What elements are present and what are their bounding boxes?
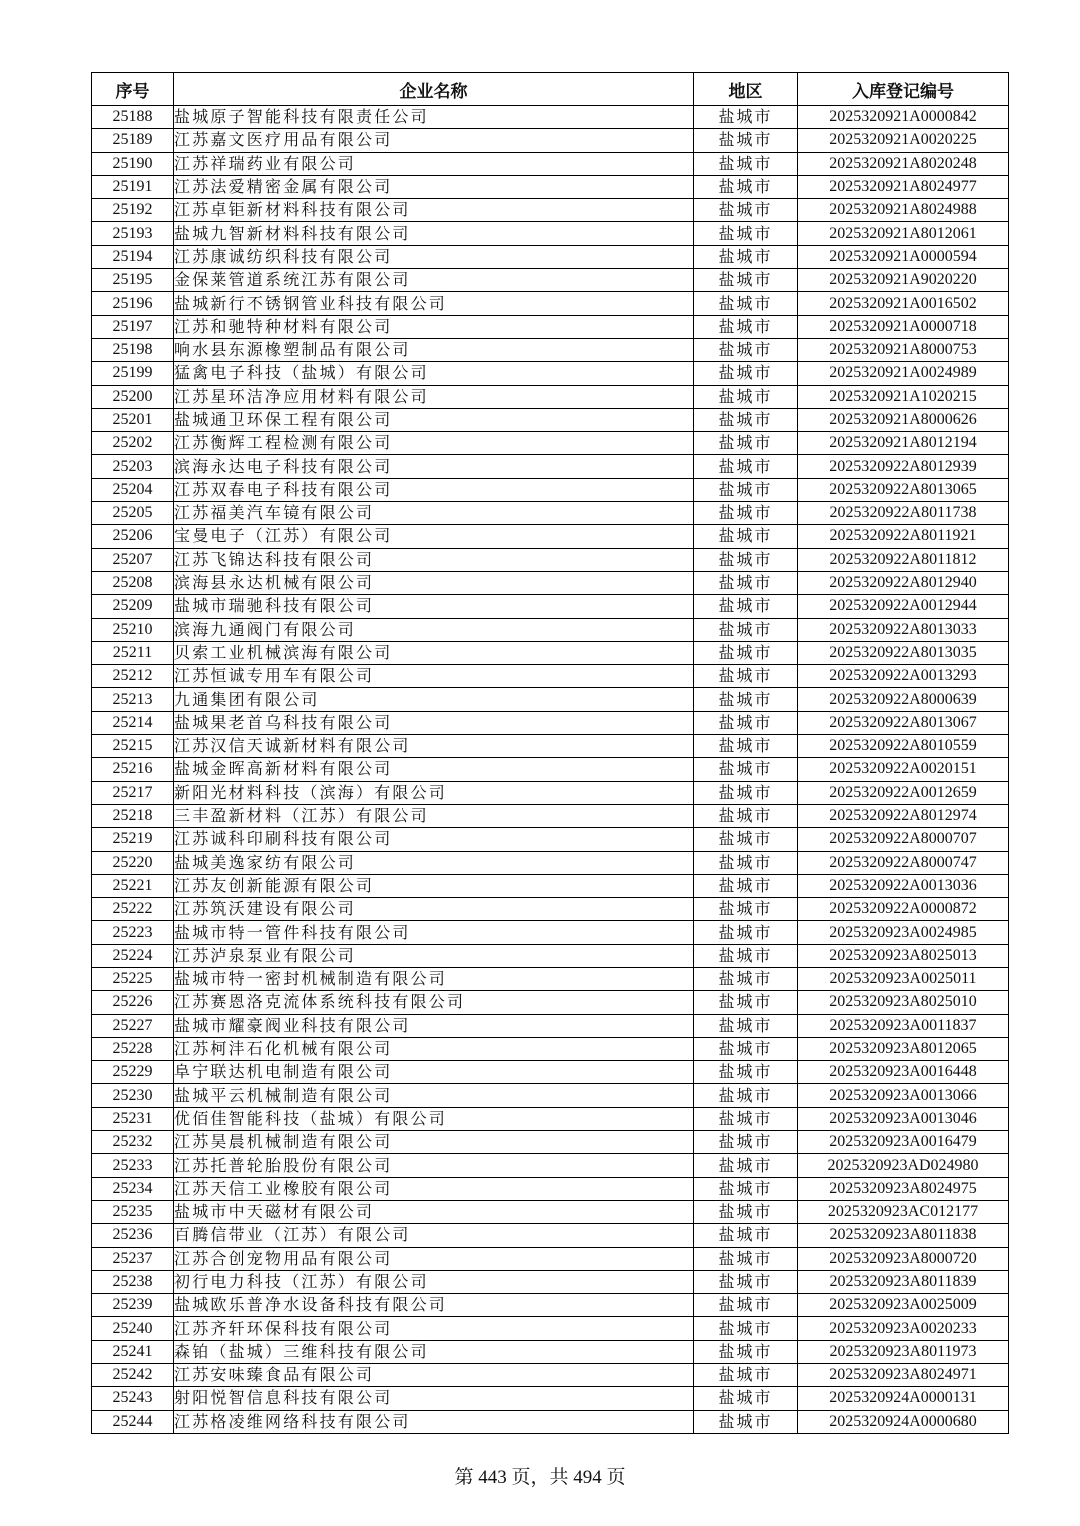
- row-company-name: 滨海县永达机械有限公司: [174, 571, 694, 594]
- row-registration-code: 2025320923A0025009: [798, 1294, 1009, 1317]
- table-row: [92, 1014, 1009, 1037]
- row-registration-code: 2025320921A9020220: [798, 269, 1009, 292]
- row-registration-code: 2025320922A8013035: [798, 641, 1009, 664]
- row-registration-code: 2025320922A8010559: [798, 735, 1009, 758]
- row-index: 25227: [92, 1014, 174, 1037]
- row-registration-code: 2025320922A8012939: [798, 455, 1009, 478]
- row-company-name: 江苏康诚纺织科技有限公司: [174, 245, 694, 268]
- row-company-name: 新阳光材料科技（滨海）有限公司: [174, 781, 694, 804]
- row-index: 25233: [92, 1154, 174, 1177]
- row-index: 25237: [92, 1247, 174, 1270]
- row-region: 盐城市: [694, 455, 798, 478]
- row-company-name: 响水县东源橡塑制品有限公司: [174, 338, 694, 361]
- table-row: [92, 1364, 1009, 1387]
- table-row: [92, 1154, 1009, 1177]
- row-region: 盐城市: [694, 338, 798, 361]
- row-region: 盐城市: [694, 106, 798, 129]
- row-index: 25235: [92, 1200, 174, 1223]
- row-index: 25239: [92, 1294, 174, 1317]
- table-row: [92, 851, 1009, 874]
- row-region: 盐城市: [694, 758, 798, 781]
- row-registration-code: 2025320923A8011839: [798, 1270, 1009, 1293]
- row-region: 盐城市: [694, 152, 798, 175]
- row-registration-code: 2025320921A0000594: [798, 245, 1009, 268]
- row-index: 25194: [92, 245, 174, 268]
- row-region: 盐城市: [694, 1387, 798, 1410]
- table-row: [92, 1270, 1009, 1293]
- table-row: [92, 571, 1009, 594]
- row-region: 盐城市: [694, 1200, 798, 1223]
- row-index: 25206: [92, 525, 174, 548]
- table-row: [92, 525, 1009, 548]
- row-company-name: 江苏法爱精密金属有限公司: [174, 175, 694, 198]
- row-index: 25232: [92, 1131, 174, 1154]
- row-region: 盐城市: [694, 432, 798, 455]
- row-registration-code: 2025320923A8000720: [798, 1247, 1009, 1270]
- row-registration-code: 2025320921A0000842: [798, 106, 1009, 129]
- row-index: 25200: [92, 385, 174, 408]
- row-company-name: 江苏福美汽车镜有限公司: [174, 502, 694, 525]
- row-registration-code: 2025320923A0016448: [798, 1061, 1009, 1084]
- row-index: 25198: [92, 338, 174, 361]
- table-row: [92, 898, 1009, 921]
- row-registration-code: 2025320923A8024975: [798, 1177, 1009, 1200]
- row-index: 25234: [92, 1177, 174, 1200]
- row-index: 25197: [92, 315, 174, 338]
- row-index: 25207: [92, 548, 174, 571]
- table-row: [92, 641, 1009, 664]
- table-row: [92, 618, 1009, 641]
- row-registration-code: 2025320921A8012194: [798, 432, 1009, 455]
- row-company-name: 盐城通卫环保工程有限公司: [174, 408, 694, 431]
- table-row: [92, 548, 1009, 571]
- row-company-name: 江苏星环洁净应用材料有限公司: [174, 385, 694, 408]
- row-index: 25236: [92, 1224, 174, 1247]
- row-index: 25238: [92, 1270, 174, 1293]
- table-row: [92, 921, 1009, 944]
- table-row: [92, 245, 1009, 268]
- table-row: [92, 408, 1009, 431]
- row-region: 盐城市: [694, 618, 798, 641]
- row-region: 盐城市: [694, 1294, 798, 1317]
- row-index: 25196: [92, 292, 174, 315]
- row-registration-code: 2025320922A8011812: [798, 548, 1009, 571]
- row-company-name: 江苏格凌维网络科技有限公司: [174, 1410, 694, 1433]
- row-company-name: 金保莱管道系统江苏有限公司: [174, 269, 694, 292]
- row-registration-code: 2025320922A0020151: [798, 758, 1009, 781]
- row-company-name: 江苏合创宠物用品有限公司: [174, 1247, 694, 1270]
- row-registration-code: 2025320923AD024980: [798, 1154, 1009, 1177]
- header-index: 序号: [92, 73, 174, 106]
- row-region: 盐城市: [694, 269, 798, 292]
- row-company-name: 盐城市瑞驰科技有限公司: [174, 595, 694, 618]
- header-registration-code: 入库登记编号: [798, 73, 1009, 106]
- row-index: 25214: [92, 711, 174, 734]
- row-index: 25205: [92, 502, 174, 525]
- row-company-name: 盐城市耀豪阀业科技有限公司: [174, 1014, 694, 1037]
- row-index: 25217: [92, 781, 174, 804]
- row-region: 盐城市: [694, 408, 798, 431]
- row-region: 盐城市: [694, 898, 798, 921]
- row-registration-code: 2025320923A0013066: [798, 1084, 1009, 1107]
- row-index: 25209: [92, 595, 174, 618]
- row-region: 盐城市: [694, 944, 798, 967]
- row-registration-code: 2025320923A0013046: [798, 1107, 1009, 1130]
- row-company-name: 江苏嘉文医疗用品有限公司: [174, 129, 694, 152]
- row-index: 25224: [92, 944, 174, 967]
- row-region: 盐城市: [694, 1247, 798, 1270]
- row-index: 25242: [92, 1364, 174, 1387]
- row-index: 25223: [92, 921, 174, 944]
- row-region: 盐城市: [694, 1107, 798, 1130]
- row-registration-code: 2025320921A8020248: [798, 152, 1009, 175]
- table-row: [92, 106, 1009, 129]
- row-registration-code: 2025320922A8013065: [798, 478, 1009, 501]
- row-registration-code: 2025320921A8024988: [798, 199, 1009, 222]
- row-index: 25199: [92, 362, 174, 385]
- row-registration-code: 2025320923A0011837: [798, 1014, 1009, 1037]
- row-registration-code: 2025320921A8000753: [798, 338, 1009, 361]
- row-company-name: 初行电力科技（江苏）有限公司: [174, 1270, 694, 1293]
- table-row: [92, 292, 1009, 315]
- row-company-name: 盐城美逸家纺有限公司: [174, 851, 694, 874]
- row-index: 25219: [92, 828, 174, 851]
- row-company-name: 阜宁联达机电制造有限公司: [174, 1061, 694, 1084]
- row-company-name: 江苏筑沃建设有限公司: [174, 898, 694, 921]
- row-registration-code: 2025320921A8000626: [798, 408, 1009, 431]
- row-registration-code: 2025320922A8000747: [798, 851, 1009, 874]
- table-row: [92, 1410, 1009, 1433]
- table-row: [92, 711, 1009, 734]
- row-index: 25243: [92, 1387, 174, 1410]
- row-region: 盐城市: [694, 828, 798, 851]
- header-region: 地区: [694, 73, 798, 106]
- table-row: [92, 432, 1009, 455]
- row-company-name: 优佰佳智能科技（盐城）有限公司: [174, 1107, 694, 1130]
- row-index: 25215: [92, 735, 174, 758]
- row-region: 盐城市: [694, 1014, 798, 1037]
- table-row: [92, 595, 1009, 618]
- table-row: [92, 1387, 1009, 1410]
- row-registration-code: 2025320923A8011838: [798, 1224, 1009, 1247]
- table-row: [92, 455, 1009, 478]
- row-index: 25201: [92, 408, 174, 431]
- row-company-name: 江苏飞锦达科技有限公司: [174, 548, 694, 571]
- row-region: 盐城市: [694, 1084, 798, 1107]
- row-registration-code: 2025320922A0012944: [798, 595, 1009, 618]
- row-index: 25212: [92, 665, 174, 688]
- row-index: 25195: [92, 269, 174, 292]
- row-company-name: 江苏昊晨机械制造有限公司: [174, 1131, 694, 1154]
- row-index: 25231: [92, 1107, 174, 1130]
- row-region: 盐城市: [694, 735, 798, 758]
- row-registration-code: 2025320921A0020225: [798, 129, 1009, 152]
- row-company-name: 盐城果老首乌科技有限公司: [174, 711, 694, 734]
- row-company-name: 江苏诚科印刷科技有限公司: [174, 828, 694, 851]
- row-index: 25220: [92, 851, 174, 874]
- row-index: 25228: [92, 1037, 174, 1060]
- row-index: 25211: [92, 641, 174, 664]
- table-row: [92, 1294, 1009, 1317]
- row-index: 25210: [92, 618, 174, 641]
- row-company-name: 森铂（盐城）三维科技有限公司: [174, 1340, 694, 1363]
- row-index: 25240: [92, 1317, 174, 1340]
- table-row: [92, 1317, 1009, 1340]
- row-region: 盐城市: [694, 711, 798, 734]
- row-region: 盐城市: [694, 385, 798, 408]
- row-company-name: 江苏汉信天诚新材料有限公司: [174, 735, 694, 758]
- row-registration-code: 2025320923A8012065: [798, 1037, 1009, 1060]
- table-row: [92, 175, 1009, 198]
- row-region: 盐城市: [694, 781, 798, 804]
- table-row: [92, 338, 1009, 361]
- table-row: [92, 1131, 1009, 1154]
- row-company-name: 江苏柯沣石化机械有限公司: [174, 1037, 694, 1060]
- row-region: 盐城市: [694, 199, 798, 222]
- row-region: 盐城市: [694, 129, 798, 152]
- row-region: 盐城市: [694, 1364, 798, 1387]
- row-company-name: 射阳悦智信息科技有限公司: [174, 1387, 694, 1410]
- row-registration-code: 2025320922A8011921: [798, 525, 1009, 548]
- row-company-name: 江苏天信工业橡胶有限公司: [174, 1177, 694, 1200]
- table-row: [92, 1084, 1009, 1107]
- table-row: [92, 735, 1009, 758]
- row-company-name: 江苏齐轩环保科技有限公司: [174, 1317, 694, 1340]
- row-index: 25244: [92, 1410, 174, 1433]
- row-company-name: 百腾信带业（江苏）有限公司: [174, 1224, 694, 1247]
- row-registration-code: 2025320921A0024989: [798, 362, 1009, 385]
- row-registration-code: 2025320922A8012940: [798, 571, 1009, 594]
- row-registration-code: 2025320922A8013033: [798, 618, 1009, 641]
- row-company-name: 盐城原子智能科技有限责任公司: [174, 106, 694, 129]
- row-region: 盐城市: [694, 1270, 798, 1293]
- row-registration-code: 2025320921A0016502: [798, 292, 1009, 315]
- table-row: [92, 478, 1009, 501]
- row-region: 盐城市: [694, 1131, 798, 1154]
- table-row: [92, 781, 1009, 804]
- row-registration-code: 2025320923A8011973: [798, 1340, 1009, 1363]
- row-region: 盐城市: [694, 595, 798, 618]
- row-registration-code: 2025320921A8012061: [798, 222, 1009, 245]
- table-row: [92, 362, 1009, 385]
- row-region: 盐城市: [694, 641, 798, 664]
- table-row: [92, 1340, 1009, 1363]
- page-number-footer: 第 443 页，共 494 页: [454, 1467, 626, 1488]
- row-region: 盐城市: [694, 292, 798, 315]
- row-registration-code: 2025320921A1020215: [798, 385, 1009, 408]
- table-row: [92, 1177, 1009, 1200]
- row-company-name: 江苏友创新能源有限公司: [174, 874, 694, 897]
- row-region: 盐城市: [694, 245, 798, 268]
- row-company-name: 江苏和驰特种材料有限公司: [174, 315, 694, 338]
- table-row: [92, 1247, 1009, 1270]
- row-index: 25192: [92, 199, 174, 222]
- row-index: 25230: [92, 1084, 174, 1107]
- table-body: [92, 106, 1009, 1434]
- table-row: [92, 222, 1009, 245]
- row-company-name: 盐城新行不锈钢管业科技有限公司: [174, 292, 694, 315]
- table-row: [92, 804, 1009, 827]
- row-company-name: 江苏衡辉工程检测有限公司: [174, 432, 694, 455]
- table-row: [92, 967, 1009, 990]
- table-row: [92, 269, 1009, 292]
- table-row: [92, 1061, 1009, 1084]
- row-company-name: 宝曼电子（江苏）有限公司: [174, 525, 694, 548]
- row-index: 25189: [92, 129, 174, 152]
- row-company-name: 盐城欧乐普净水设备科技有限公司: [174, 1294, 694, 1317]
- row-company-name: 江苏恒诚专用车有限公司: [174, 665, 694, 688]
- table-row: [92, 758, 1009, 781]
- row-index: 25225: [92, 967, 174, 990]
- row-region: 盐城市: [694, 1154, 798, 1177]
- header-company-name: 企业名称: [174, 73, 694, 106]
- row-region: 盐城市: [694, 851, 798, 874]
- row-region: 盐城市: [694, 874, 798, 897]
- table-row: [92, 315, 1009, 338]
- row-company-name: 三丰盈新材料（江苏）有限公司: [174, 804, 694, 827]
- row-region: 盐城市: [694, 1317, 798, 1340]
- row-index: 25226: [92, 991, 174, 1014]
- table-row: [92, 502, 1009, 525]
- row-registration-code: 2025320924A0000680: [798, 1410, 1009, 1433]
- row-registration-code: 2025320923A8025013: [798, 944, 1009, 967]
- row-registration-code: 2025320922A8000639: [798, 688, 1009, 711]
- row-region: 盐城市: [694, 804, 798, 827]
- row-registration-code: 2025320923A0020233: [798, 1317, 1009, 1340]
- table-row: [92, 828, 1009, 851]
- row-region: 盐城市: [694, 1177, 798, 1200]
- row-region: 盐城市: [694, 1224, 798, 1247]
- row-region: 盐城市: [694, 688, 798, 711]
- table-row: [92, 688, 1009, 711]
- row-index: 25204: [92, 478, 174, 501]
- row-region: 盐城市: [694, 991, 798, 1014]
- row-region: 盐城市: [694, 665, 798, 688]
- row-registration-code: 2025320922A8013067: [798, 711, 1009, 734]
- row-region: 盐城市: [694, 1037, 798, 1060]
- row-registration-code: 2025320921A0000718: [798, 315, 1009, 338]
- row-registration-code: 2025320922A0000872: [798, 898, 1009, 921]
- row-index: 25221: [92, 874, 174, 897]
- table-row: [92, 944, 1009, 967]
- table-row: [92, 152, 1009, 175]
- row-company-name: 江苏双春电子科技有限公司: [174, 478, 694, 501]
- row-company-name: 盐城九智新材料科技有限公司: [174, 222, 694, 245]
- row-index: 25202: [92, 432, 174, 455]
- row-index: 25216: [92, 758, 174, 781]
- row-index: 25188: [92, 106, 174, 129]
- row-company-name: 贝索工业机械滨海有限公司: [174, 641, 694, 664]
- row-region: 盐城市: [694, 478, 798, 501]
- row-registration-code: 2025320921A8024977: [798, 175, 1009, 198]
- row-registration-code: 2025320922A0012659: [798, 781, 1009, 804]
- row-registration-code: 2025320923A8024971: [798, 1364, 1009, 1387]
- row-index: 25190: [92, 152, 174, 175]
- table-row: [92, 129, 1009, 152]
- row-registration-code: 2025320924A0000131: [798, 1387, 1009, 1410]
- row-company-name: 江苏赛恩洛克流体系统科技有限公司: [174, 991, 694, 1014]
- table-row: [92, 1224, 1009, 1247]
- row-region: 盐城市: [694, 1410, 798, 1433]
- row-company-name: 盐城金晖高新材料有限公司: [174, 758, 694, 781]
- row-index: 25193: [92, 222, 174, 245]
- row-index: 25222: [92, 898, 174, 921]
- table-row: [92, 991, 1009, 1014]
- table-row: [92, 1200, 1009, 1223]
- table-row: [92, 665, 1009, 688]
- row-company-name: 江苏祥瑞药业有限公司: [174, 152, 694, 175]
- row-company-name: 盐城市特一密封机械制造有限公司: [174, 967, 694, 990]
- row-registration-code: 2025320923A0016479: [798, 1131, 1009, 1154]
- row-index: 25229: [92, 1061, 174, 1084]
- row-region: 盐城市: [694, 315, 798, 338]
- row-registration-code: 2025320922A0013036: [798, 874, 1009, 897]
- row-region: 盐城市: [694, 1061, 798, 1084]
- row-region: 盐城市: [694, 967, 798, 990]
- row-region: 盐城市: [694, 222, 798, 245]
- row-company-name: 江苏安味臻食品有限公司: [174, 1364, 694, 1387]
- row-index: 25218: [92, 804, 174, 827]
- row-region: 盐城市: [694, 548, 798, 571]
- row-registration-code: 2025320923A0024985: [798, 921, 1009, 944]
- row-company-name: 江苏托普轮胎股份有限公司: [174, 1154, 694, 1177]
- row-region: 盐城市: [694, 502, 798, 525]
- row-index: 25191: [92, 175, 174, 198]
- row-company-name: 盐城市中天磁材有限公司: [174, 1200, 694, 1223]
- row-registration-code: 2025320922A8000707: [798, 828, 1009, 851]
- table-header-row: [92, 73, 1009, 106]
- row-registration-code: 2025320923A8025010: [798, 991, 1009, 1014]
- row-region: 盐城市: [694, 525, 798, 548]
- row-registration-code: 2025320922A8012974: [798, 804, 1009, 827]
- row-company-name: 盐城市特一管件科技有限公司: [174, 921, 694, 944]
- row-company-name: 猛禽电子科技（盐城）有限公司: [174, 362, 694, 385]
- row-company-name: 滨海永达电子科技有限公司: [174, 455, 694, 478]
- row-company-name: 滨海九通阀门有限公司: [174, 618, 694, 641]
- table-row: [92, 199, 1009, 222]
- row-region: 盐城市: [694, 1340, 798, 1363]
- row-company-name: 九通集团有限公司: [174, 688, 694, 711]
- row-registration-code: 2025320922A0013293: [798, 665, 1009, 688]
- row-index: 25213: [92, 688, 174, 711]
- row-registration-code: 2025320922A8011738: [798, 502, 1009, 525]
- row-region: 盐城市: [694, 362, 798, 385]
- row-registration-code: 2025320923A0025011: [798, 967, 1009, 990]
- row-region: 盐城市: [694, 921, 798, 944]
- row-registration-code: 2025320923AC012177: [798, 1200, 1009, 1223]
- table-row: [92, 874, 1009, 897]
- row-region: 盐城市: [694, 571, 798, 594]
- table-row: [92, 1037, 1009, 1060]
- row-index: 25203: [92, 455, 174, 478]
- row-index: 25241: [92, 1340, 174, 1363]
- table-row: [92, 385, 1009, 408]
- row-company-name: 江苏卓钜新材料科技有限公司: [174, 199, 694, 222]
- row-region: 盐城市: [694, 175, 798, 198]
- table-row: [92, 1107, 1009, 1130]
- row-index: 25208: [92, 571, 174, 594]
- row-company-name: 盐城平云机械制造有限公司: [174, 1084, 694, 1107]
- row-company-name: 江苏泸泉泵业有限公司: [174, 944, 694, 967]
- company-registry-table: [91, 72, 1009, 1434]
